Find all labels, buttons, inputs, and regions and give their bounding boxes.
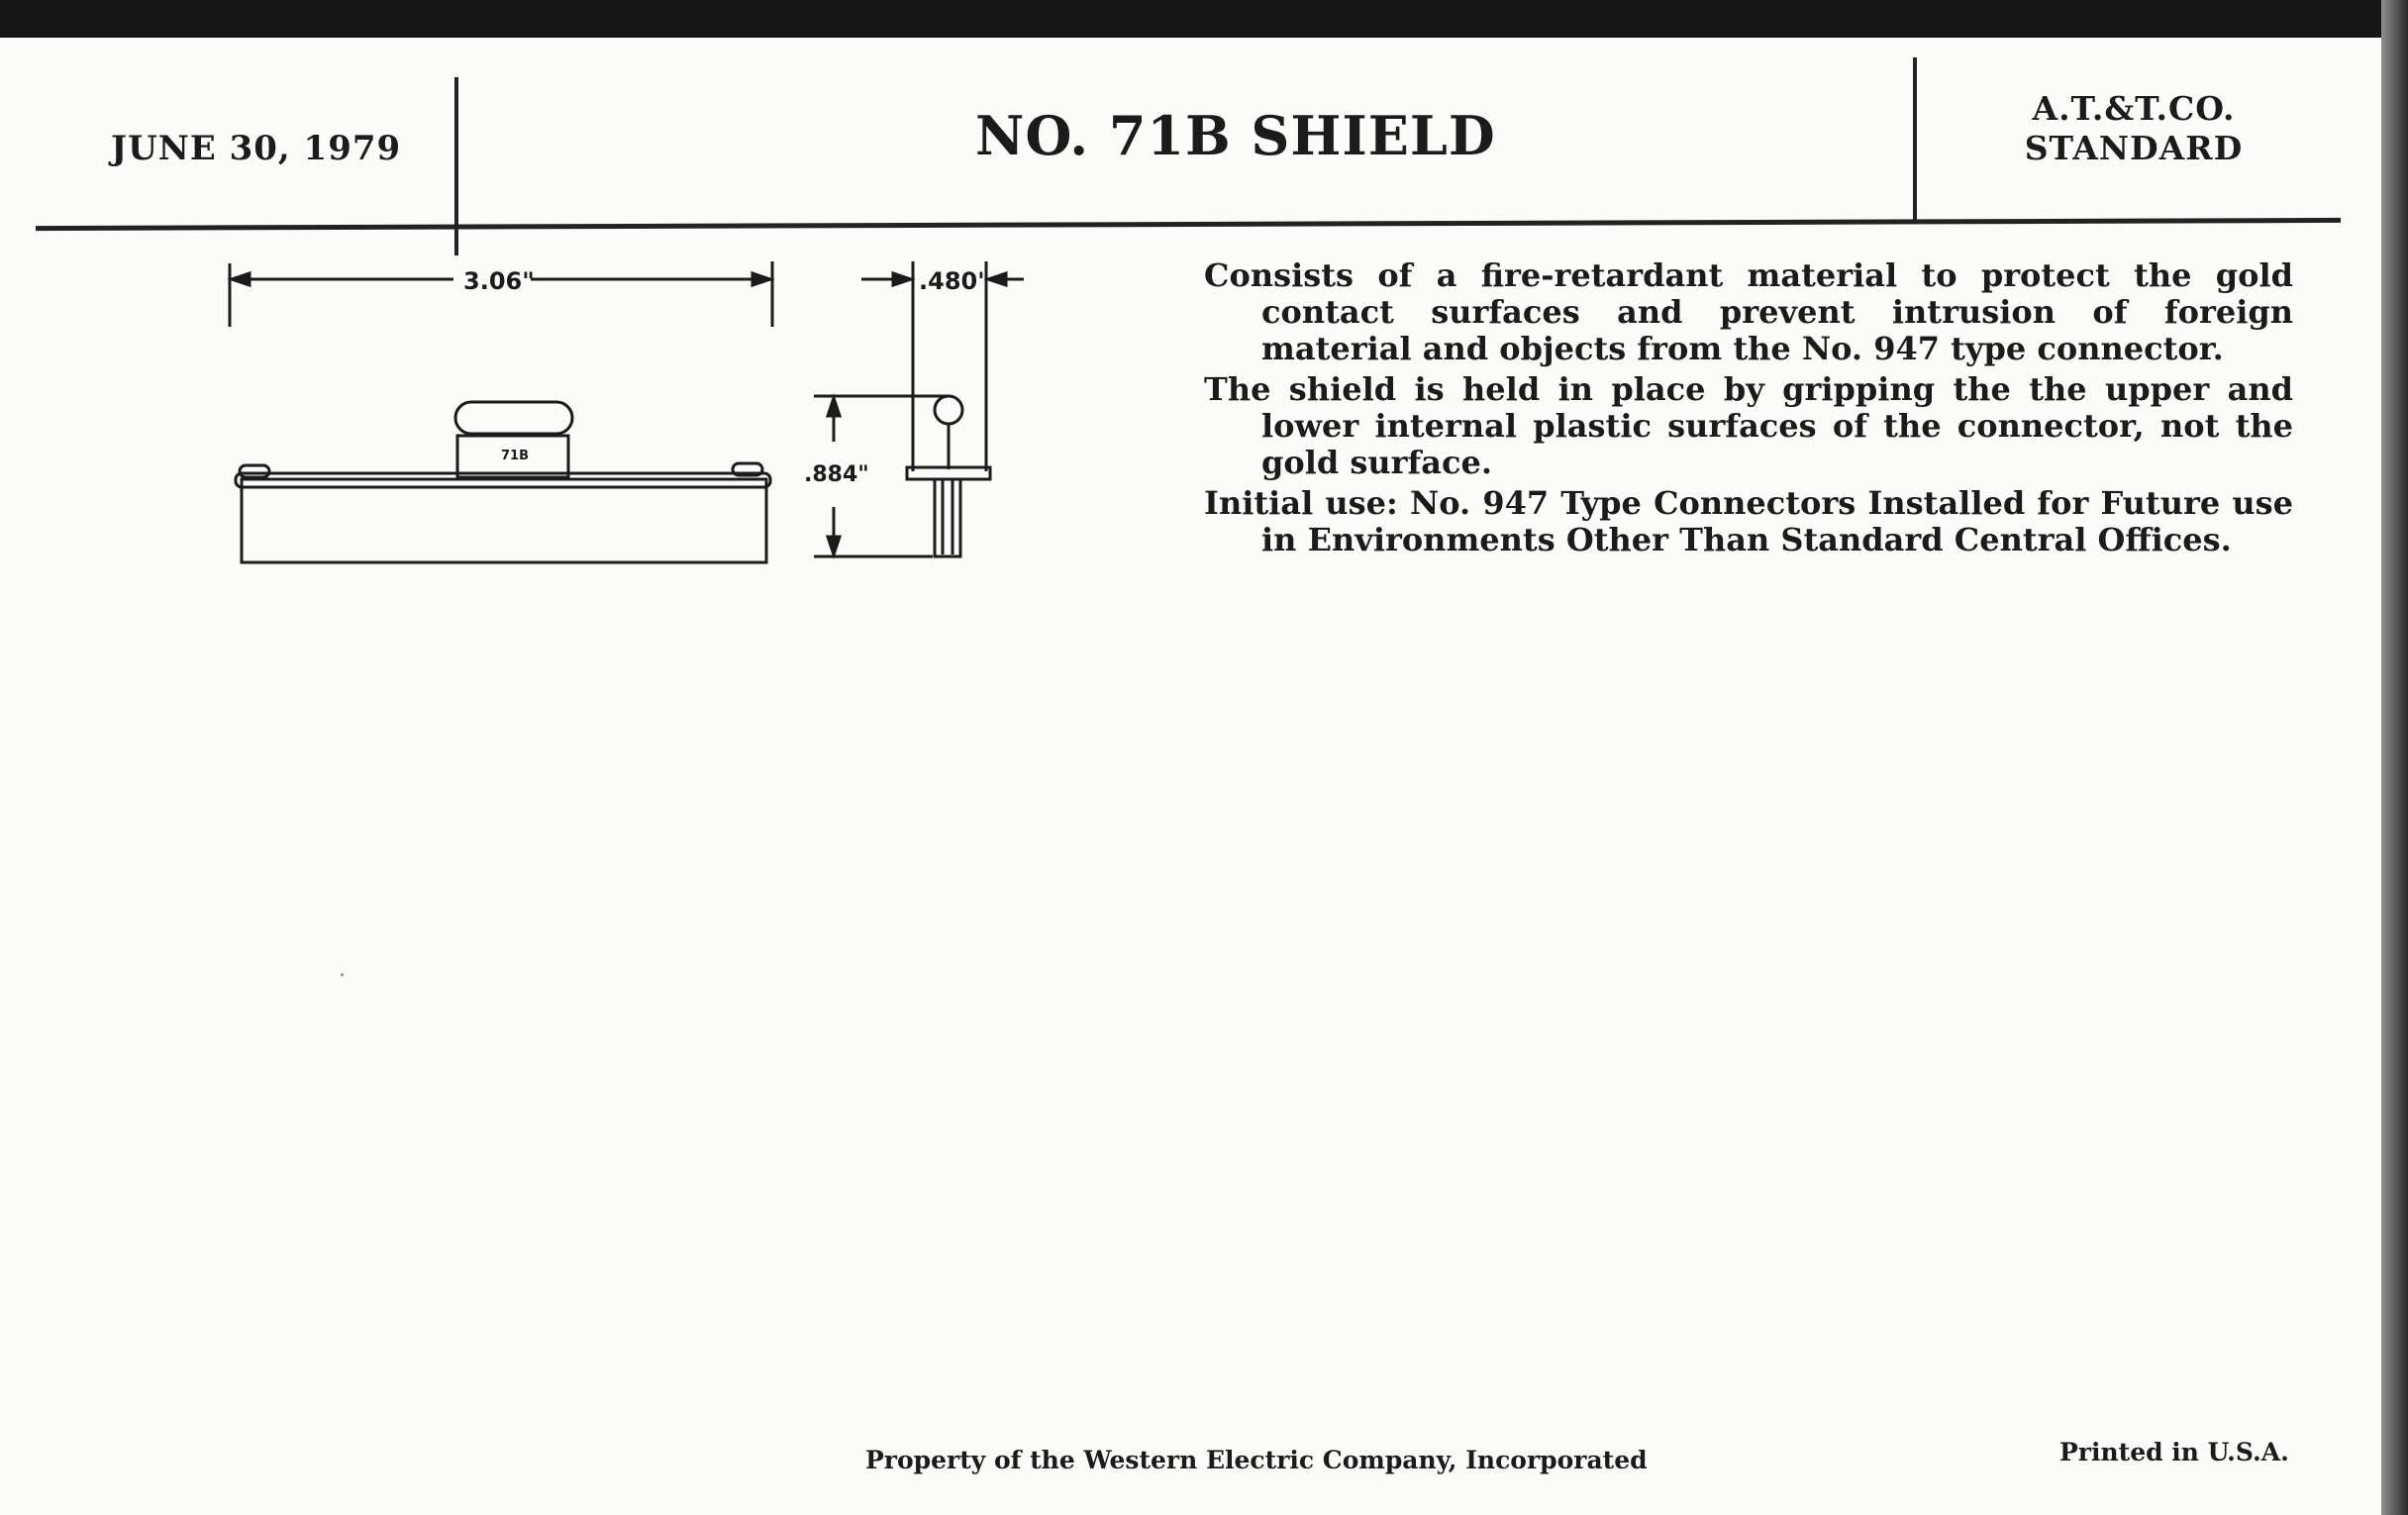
length-arrow-left bbox=[232, 273, 250, 285]
height-label: .884" bbox=[804, 462, 869, 487]
description-paragraph-2: The shield is held in place by gripping the the upper and lower internal plastic surfaces of the connector, not the gold surface. bbox=[1204, 370, 2293, 481]
standard-label-line2: STANDARD bbox=[2024, 129, 2244, 167]
paper-speck bbox=[341, 973, 344, 976]
description-paragraph-3: Initial use: No. 947 Type Connectors Installed for Future use in Environments Other Than Standard Central Offices. bbox=[1204, 484, 2293, 558]
shield-body-front bbox=[242, 479, 766, 562]
height-arrow-top bbox=[828, 398, 840, 416]
scan-border-top bbox=[0, 0, 2408, 38]
height-arrow-bottom bbox=[828, 537, 840, 555]
standard-label bbox=[2000, 89, 2267, 168]
width-arrow-left bbox=[893, 273, 911, 285]
description-paragraph-1: Consists of a fire-retardant material to protect the gold contact surfaces and prevent intrusion of foreign material and objects from the No. 947 type connector. bbox=[1204, 256, 2293, 367]
pull-tab-head bbox=[455, 402, 572, 434]
standard-sheet bbox=[0, 38, 2391, 1515]
header-rule bbox=[36, 218, 2341, 231]
length-label: 3.06" bbox=[463, 267, 535, 295]
width-label: .480" bbox=[919, 267, 990, 295]
scan-border-right bbox=[2381, 0, 2408, 1515]
issue-date: JUNE 30, 1979 bbox=[111, 129, 402, 168]
width-arrow-right bbox=[988, 273, 1006, 285]
shield-end-tab-left bbox=[240, 465, 269, 477]
description bbox=[1204, 257, 2293, 562]
standard-label-line1: A.T.&T.CO. bbox=[2032, 89, 2236, 128]
document-title: NO. 71B SHIELD bbox=[975, 104, 1496, 167]
side-view-body bbox=[935, 479, 960, 556]
property-notice: Property of the Western Electric Company, Incorporated bbox=[865, 1446, 1648, 1474]
side-view-tab-head bbox=[935, 396, 962, 424]
header-divider-right bbox=[1913, 57, 1917, 224]
length-arrow-right bbox=[752, 273, 770, 285]
printed-notice: Printed in U.S.A. bbox=[2059, 1438, 2289, 1466]
part-marking: 71B bbox=[501, 449, 529, 463]
shield-drawing bbox=[198, 257, 1050, 594]
